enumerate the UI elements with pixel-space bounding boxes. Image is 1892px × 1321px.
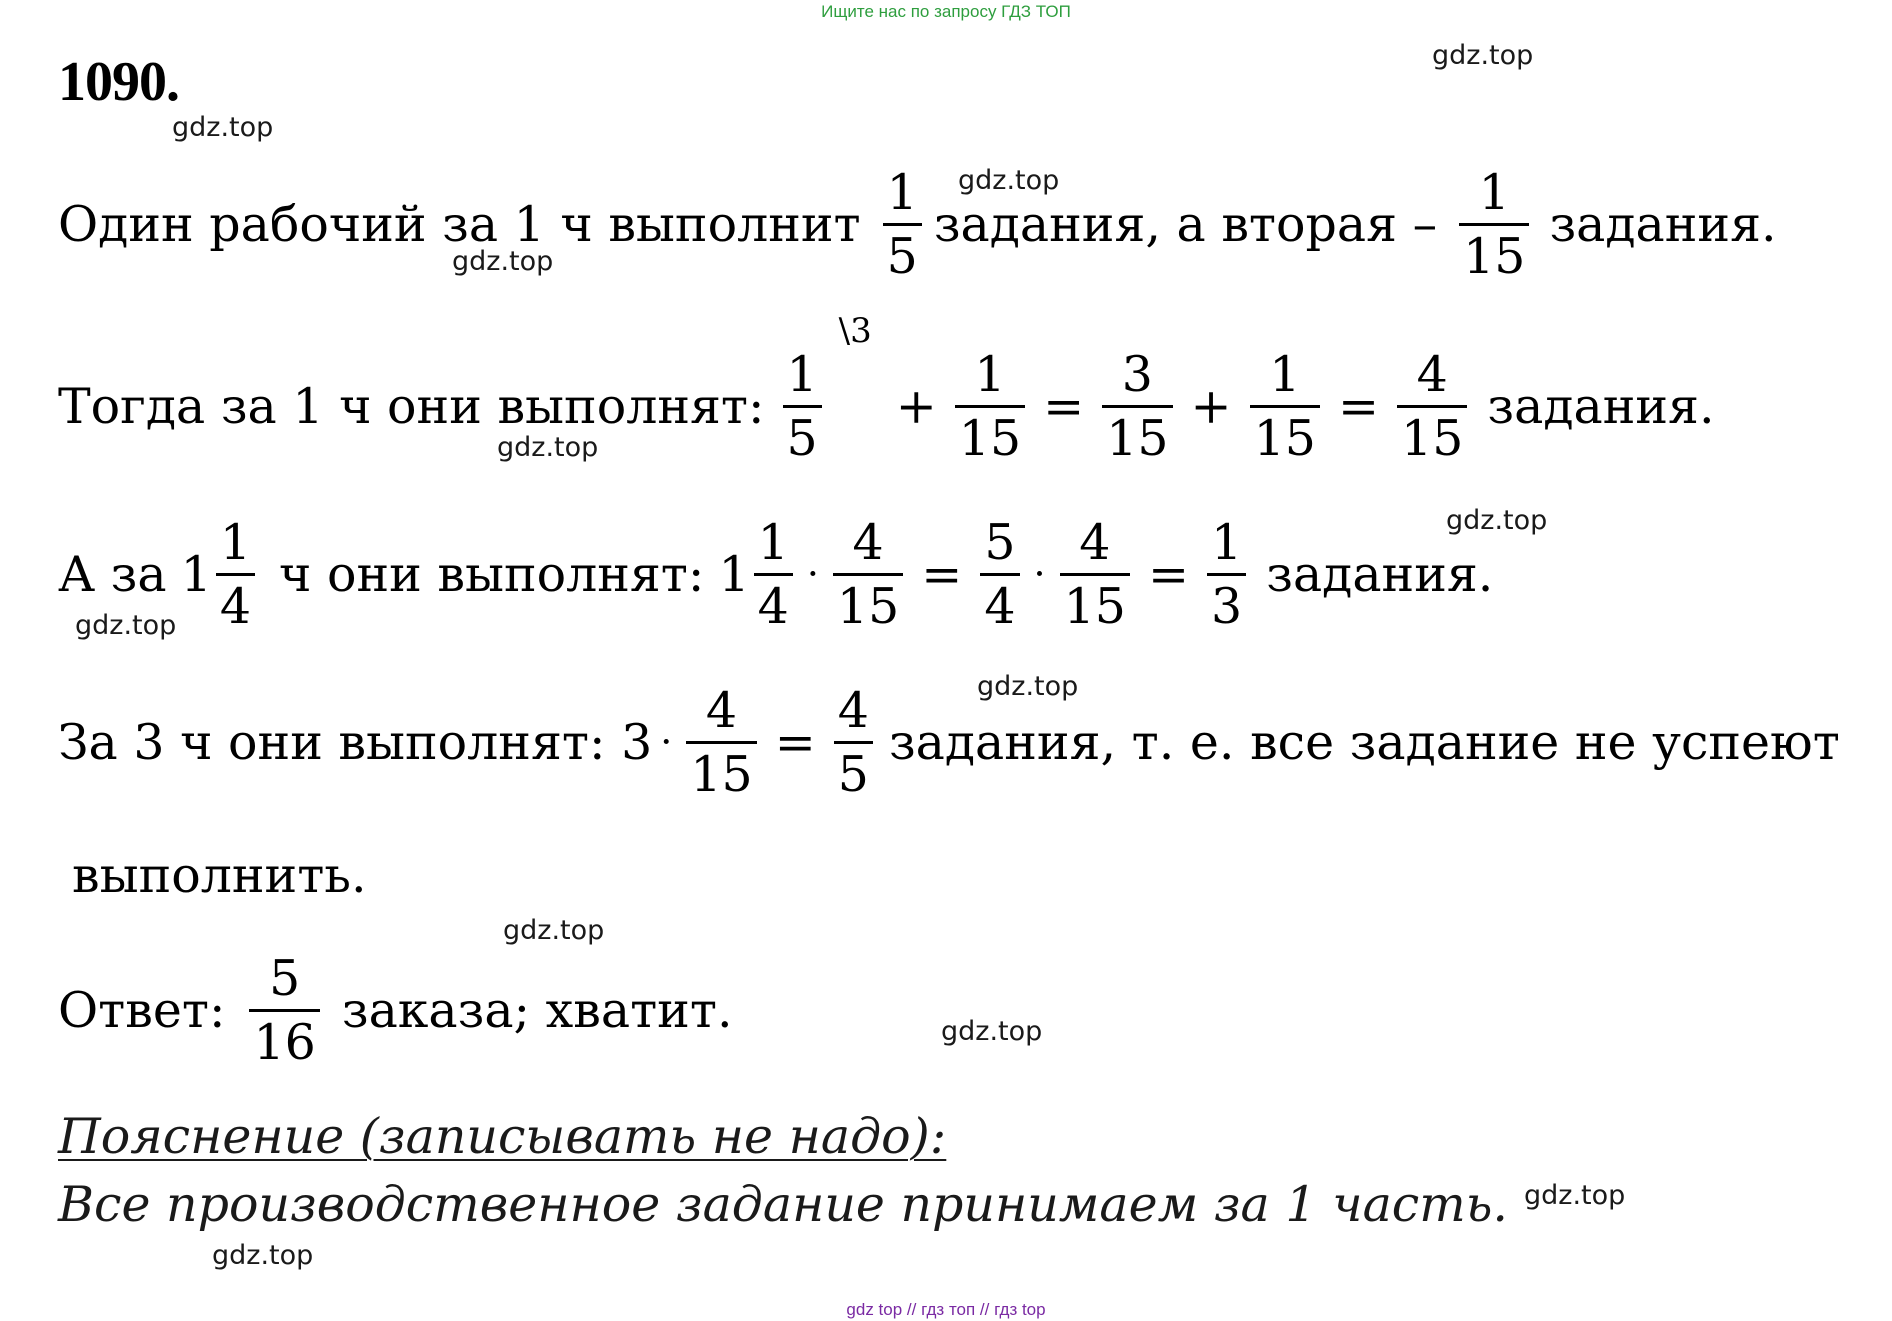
whole-part: 1	[718, 545, 750, 603]
numerator: 1	[1269, 345, 1301, 403]
denominator: 5	[786, 409, 818, 467]
fraction	[249, 949, 319, 1071]
line-text: задания, а вторая –	[933, 195, 1438, 253]
line-text: задания.	[1549, 195, 1777, 253]
numerator: 1	[757, 513, 789, 571]
top-banner: Ищите нас по запросу ГДЗ ТОП	[821, 2, 1071, 21]
equals-sign: =	[1043, 377, 1085, 435]
numerator: 4	[1416, 345, 1448, 403]
fraction	[1207, 513, 1246, 635]
line-text: Один рабочий за 1 ч выполнит	[58, 195, 861, 253]
denominator: 15	[1106, 409, 1169, 467]
denominator: 4	[984, 577, 1016, 635]
line-text: За 3 ч они выполнят: 3	[58, 713, 653, 771]
fraction	[1250, 345, 1320, 467]
footer-links: gdz top // гдз топ // гдз top	[846, 1300, 1046, 1319]
numerator: 4	[1079, 513, 1111, 571]
fraction	[1102, 345, 1172, 467]
watermark: gdz.top	[212, 1240, 314, 1271]
mixed-number	[180, 513, 261, 635]
numerator: 1	[1478, 163, 1510, 221]
numerator: 1	[1211, 513, 1243, 571]
watermark: gdz.top	[977, 671, 1079, 702]
denominator: 5	[837, 745, 869, 803]
watermark: gdz.top	[1524, 1180, 1626, 1211]
note-text: Все производственное задание принимаем за 1 часть.	[58, 1176, 1508, 1233]
numerator: 1	[974, 345, 1006, 403]
equals-sign: =	[1147, 545, 1190, 603]
denominator: 4	[219, 577, 251, 635]
watermark: gdz.top	[172, 112, 274, 143]
numerator: 4	[837, 681, 869, 739]
line-text: А за	[58, 545, 167, 603]
watermark: gdz.top	[941, 1016, 1043, 1047]
fraction	[783, 310, 872, 467]
fraction	[833, 513, 903, 635]
watermark: gdz.top	[958, 165, 1060, 196]
denominator: 15	[1401, 409, 1464, 467]
numerator: 1	[786, 345, 818, 403]
equals-sign: =	[921, 545, 963, 603]
multiply-dot: ·	[806, 552, 819, 596]
line-text: ч они выполнят:	[279, 545, 705, 603]
fraction	[980, 513, 1019, 635]
denominator: 5	[886, 227, 918, 285]
problem-number: 1090.	[58, 51, 179, 113]
numerator: 1	[886, 163, 918, 221]
equals-sign: =	[774, 713, 816, 771]
line-text: задания.	[1266, 545, 1494, 603]
solution-line-2	[58, 310, 1715, 476]
denominator: 4	[757, 577, 789, 635]
solution-line-5	[72, 805, 367, 945]
whole-part: 1	[180, 545, 212, 603]
numerator: 4	[852, 513, 884, 571]
solution-line-4	[58, 672, 1840, 812]
fraction	[1459, 163, 1529, 285]
fraction	[1060, 513, 1130, 635]
equals-sign: =	[1337, 377, 1380, 435]
fraction	[834, 681, 873, 803]
fraction	[754, 513, 793, 635]
numerator: 5	[269, 949, 301, 1007]
numerator: 1	[219, 513, 251, 571]
answer-text: заказа; хватит.	[341, 981, 733, 1039]
plus-sign: +	[895, 377, 937, 435]
numerator: 3	[1121, 345, 1153, 403]
solution-line-3	[58, 504, 1493, 644]
denominator: 15	[1063, 577, 1126, 635]
denominator: 15	[1253, 409, 1316, 467]
multiply-dot: ·	[1033, 552, 1046, 596]
line-text: Тогда за 1 ч они выполнят:	[58, 377, 765, 435]
watermark: gdz.top	[452, 246, 554, 277]
plus-sign: +	[1190, 377, 1232, 435]
numerator: 5	[984, 513, 1016, 571]
denominator: 15	[690, 745, 753, 803]
denominator: 16	[253, 1013, 316, 1071]
fraction	[955, 345, 1025, 467]
watermark: gdz.top	[503, 915, 605, 946]
line-text: задания, т. е. все задание не успеют	[888, 713, 1840, 771]
denominator: 3	[1211, 577, 1243, 635]
fraction	[883, 163, 922, 285]
extra-factor-mark: \3	[838, 310, 872, 351]
numerator: 4	[705, 681, 738, 739]
denominator: 15	[958, 409, 1022, 467]
multiply-dot: ·	[660, 720, 673, 764]
watermark: gdz.top	[75, 610, 177, 641]
note-title: Пояснение (записывать не надо):	[58, 1108, 947, 1165]
fraction	[1397, 345, 1467, 467]
mixed-number	[718, 513, 798, 635]
answer-line	[58, 940, 733, 1080]
line-text: выполнить.	[72, 846, 367, 904]
denominator: 15	[836, 577, 900, 635]
denominator: 15	[1463, 227, 1526, 285]
watermark: gdz.top	[497, 432, 599, 463]
fraction	[686, 681, 756, 803]
answer-label: Ответ:	[58, 981, 226, 1039]
fraction	[216, 513, 255, 635]
watermark: gdz.top	[1446, 505, 1548, 536]
solution-line-1	[58, 154, 1777, 294]
watermark: gdz.top	[1432, 40, 1534, 71]
line-text: задания.	[1487, 377, 1715, 435]
